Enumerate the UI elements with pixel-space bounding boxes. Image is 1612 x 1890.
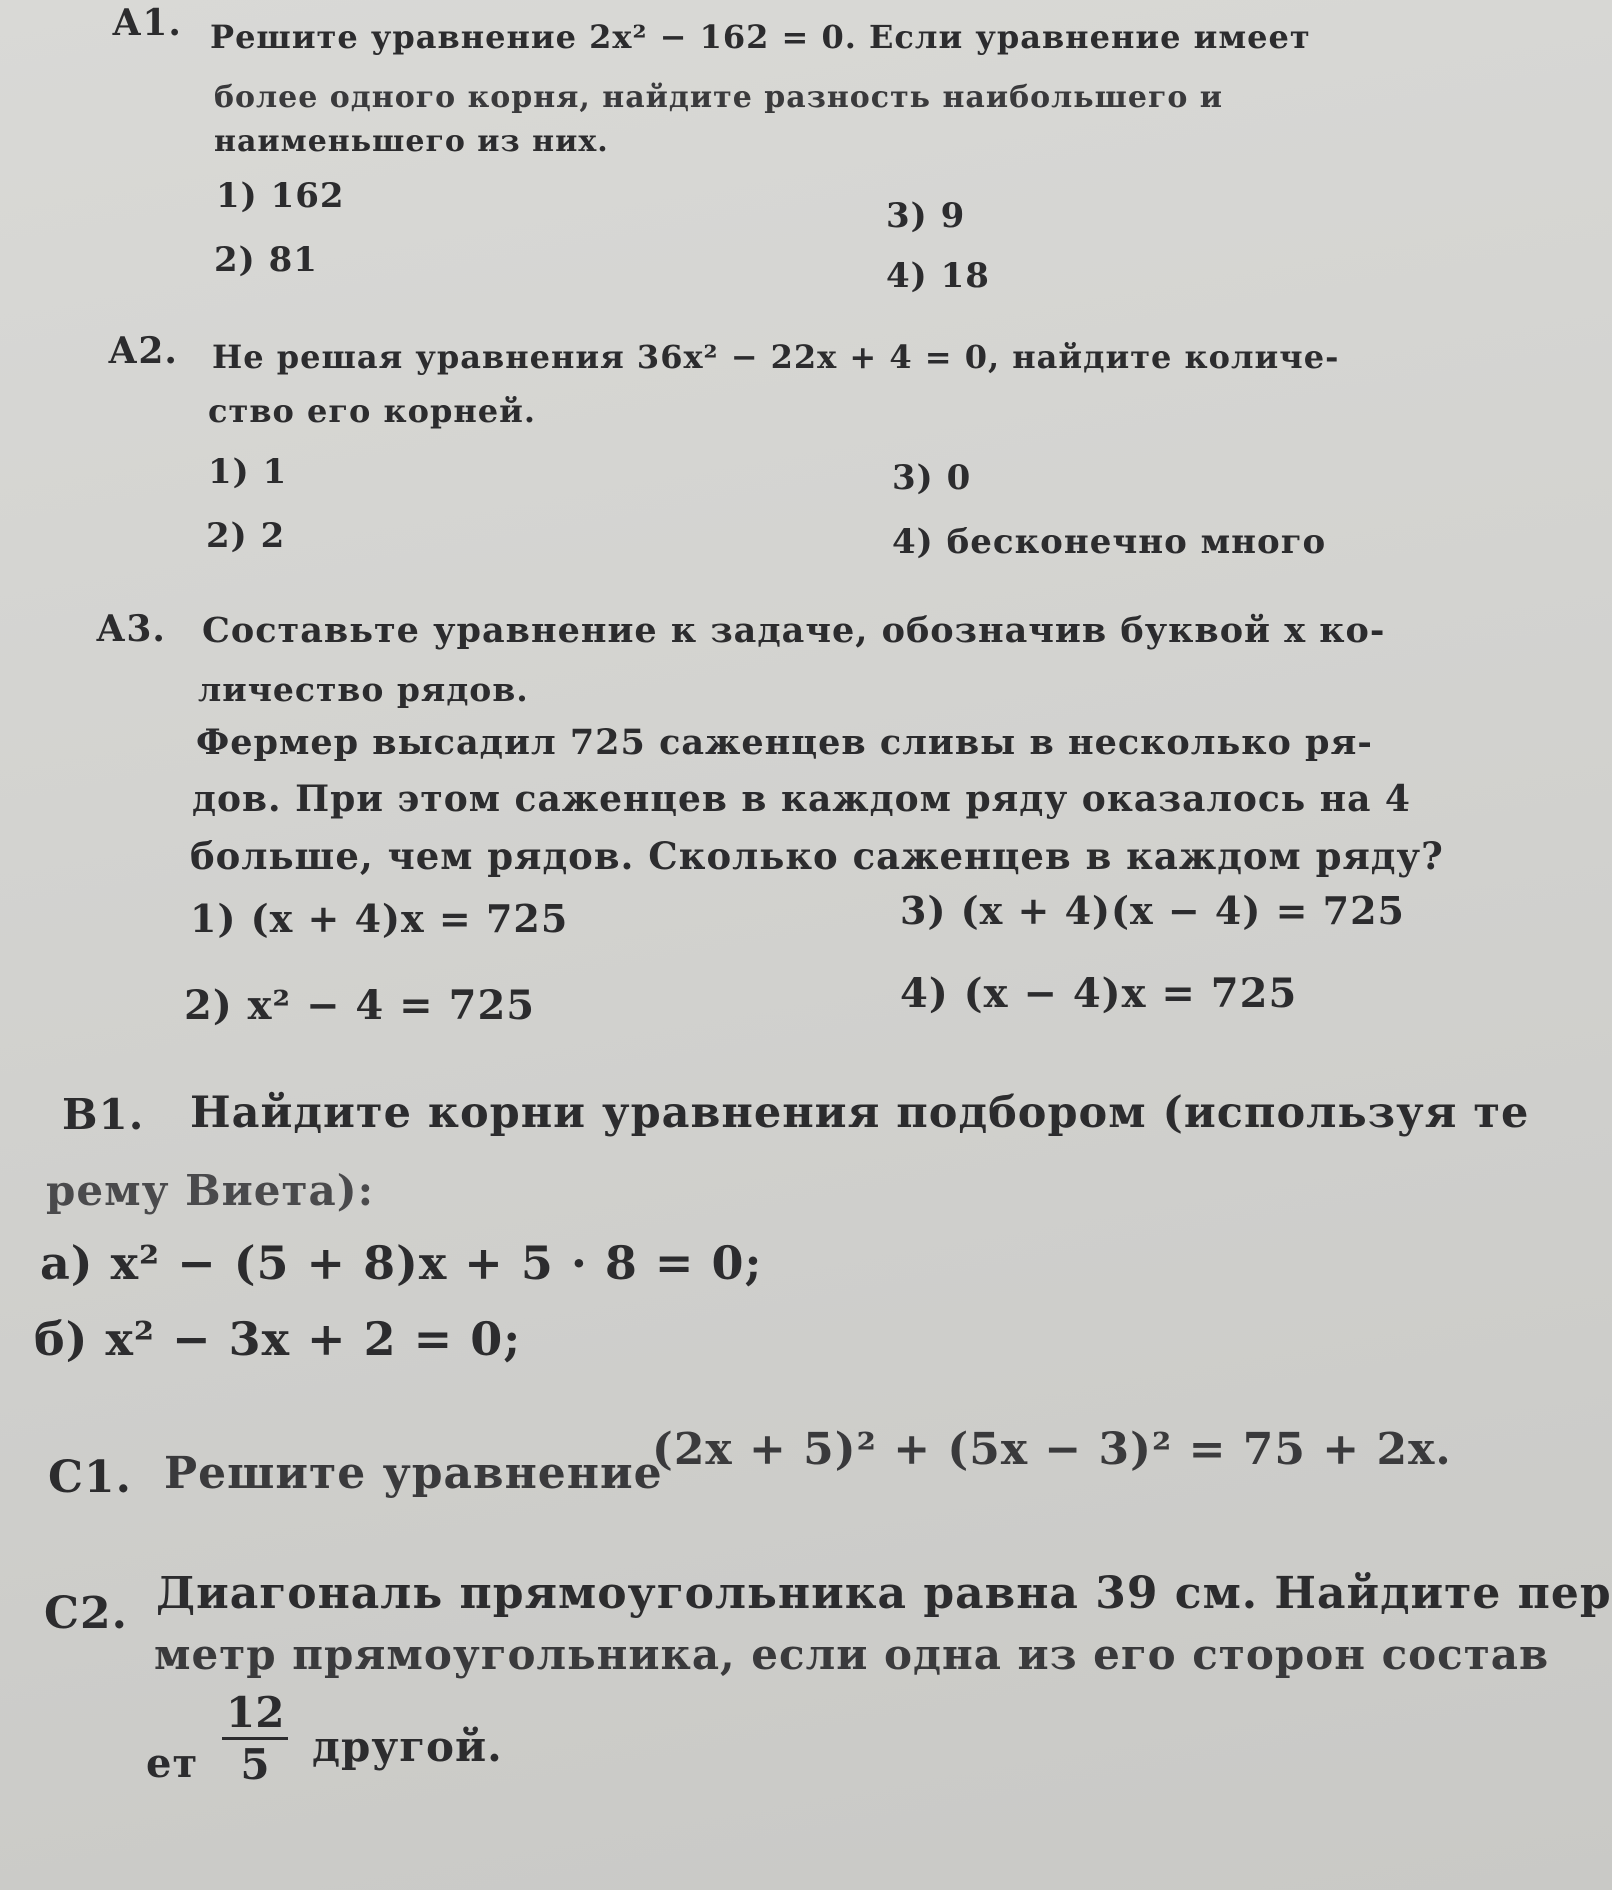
- task-c2-fraction: [222, 1688, 288, 1789]
- task-b1-line-2: рему Виета):: [46, 1166, 375, 1215]
- task-a3-label: А3.: [96, 608, 166, 650]
- task-a3-line-1: Составьте уравнение к задаче, обозначив буквой x ко-: [202, 610, 1386, 651]
- task-c2-line-3-post: другой.: [312, 1722, 503, 1771]
- task-c2-line-2: метр прямоугольника, если одна из его сторон состав: [154, 1630, 1550, 1679]
- task-a3-line-4: дов. При этом саженцев в каждом ряду оказалось на 4: [192, 778, 1411, 820]
- task-a1-option-1: 1) 162: [216, 176, 345, 216]
- task-b1-line-1: Найдите корни уравнения подбором (используя те: [190, 1088, 1530, 1138]
- task-a3-option-4: 4) (x − 4)x = 725: [900, 970, 1298, 1017]
- task-a2-line-2: ство его корней.: [208, 392, 536, 430]
- task-a2-label: А2.: [108, 330, 178, 372]
- task-a3-line-5: больше, чем рядов. Сколько саженцев в каждом ряду?: [190, 834, 1444, 878]
- task-a3-line-3: Фермер высадил 725 саженцев сливы в несколько ря-: [196, 722, 1373, 763]
- task-c2-fraction-numerator: 12: [222, 1688, 288, 1740]
- task-a3-option-1: 1) (x + 4)x = 725: [190, 896, 569, 941]
- task-b1-item-b: б) x² − 3x + 2 = 0;: [34, 1312, 522, 1366]
- task-c1-equation: (2x + 5)² + (5x − 3)² = 75 + 2x.: [652, 1424, 1452, 1475]
- task-c1-label: С1.: [48, 1452, 132, 1503]
- task-a2-option-2: 2) 2: [206, 516, 286, 556]
- task-a1-label: А1.: [112, 2, 182, 44]
- task-a2-option-4: 4) бесконечно много: [892, 522, 1327, 562]
- task-c2-line-3-pre: ет: [146, 1740, 199, 1787]
- task-c1-text: Решите уравнение: [164, 1448, 663, 1499]
- task-b1-label: В1.: [62, 1090, 145, 1139]
- task-a3-option-2: 2) x² − 4 = 725: [184, 982, 536, 1029]
- task-c2-label: С2.: [44, 1588, 128, 1639]
- task-c2-line-1: Диагональ прямоугольника равна 39 см. Найдите пер: [156, 1568, 1612, 1619]
- task-a1-option-3: 3) 9: [886, 196, 966, 236]
- task-a2-option-3: 3) 0: [892, 458, 972, 498]
- task-a2-option-1: 1) 1: [208, 452, 288, 492]
- task-c2-fraction-denominator: 5: [240, 1740, 270, 1789]
- task-a1-line-3: наименьшего из них.: [214, 124, 609, 159]
- task-a3-option-3: 3) (x + 4)(x − 4) = 725: [900, 888, 1405, 933]
- task-b1-item-a: а) x² − (5 + 8)x + 5 · 8 = 0;: [40, 1236, 763, 1290]
- task-a1-line-1: Решите уравнение 2x² − 162 = 0. Если уравнение имеет: [210, 18, 1311, 56]
- task-a1-option-2: 2) 81: [214, 240, 318, 280]
- task-a1-line-2: более одного корня, найдите разность наибольшего и: [214, 80, 1224, 115]
- task-a2-line-1: Не решая уравнения 36x² − 22x + 4 = 0, найдите количе-: [212, 338, 1340, 376]
- task-a3-line-2: личество рядов.: [198, 670, 529, 709]
- task-a1-option-4: 4) 18: [886, 256, 990, 296]
